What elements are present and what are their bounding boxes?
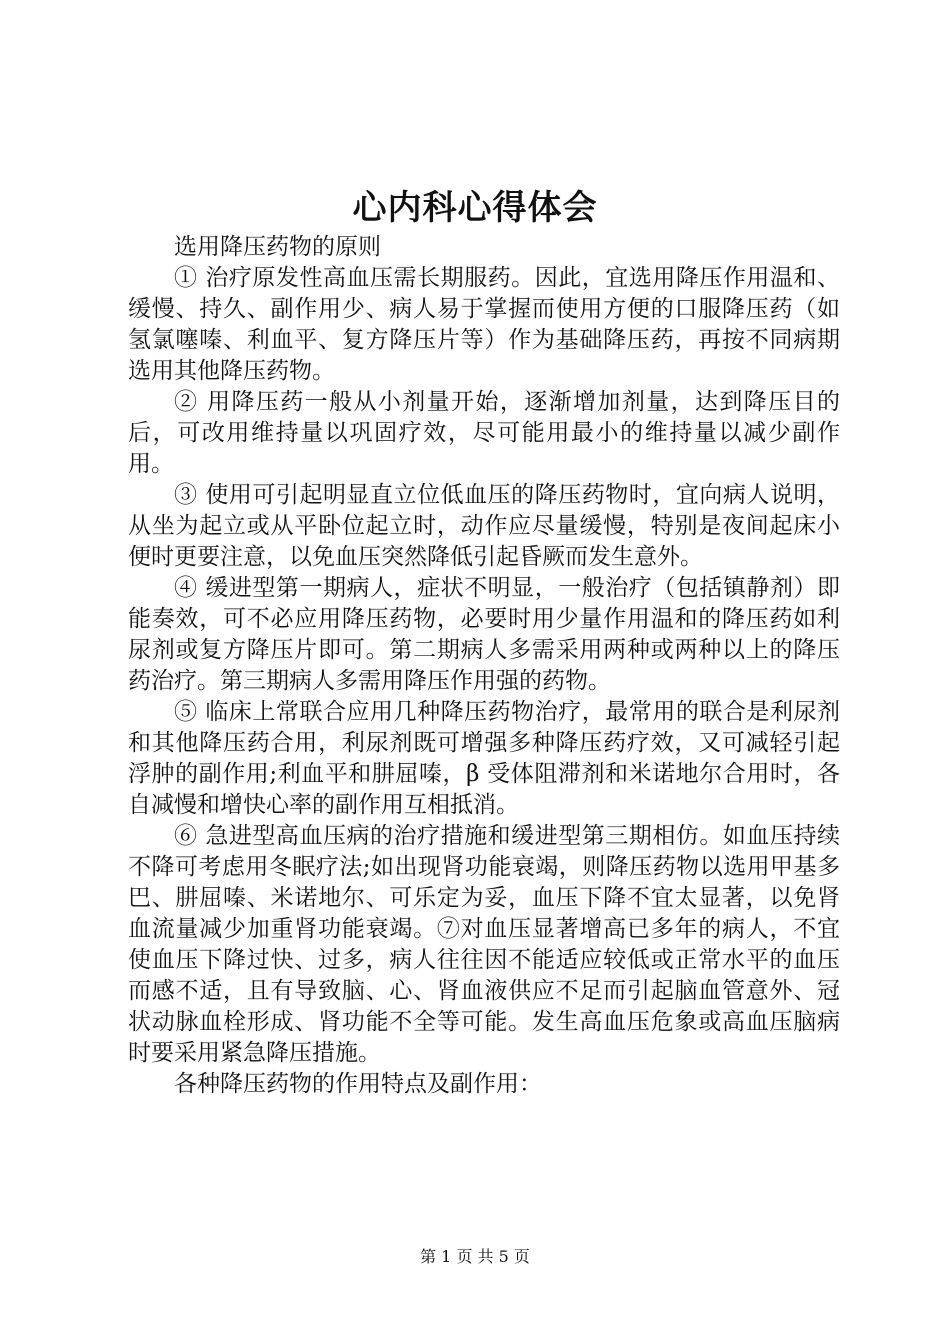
paragraph-item-4: ④ 缓进型第一期病人，症状不明显，一般治疗（包括镇静剂）即能奏效，可不必应用降压药物，必要时用少量作用温和的降压药如利尿剂或复方降压片即可。第二期病人多需采用两种或两种以上的降压药治疗。第三期病人多需用降压作用强的药物。: [128, 575, 840, 694]
paragraph-item-6-7: ⑥ 急进型高血压病的治疗措施和缓进型第三期相仿。如血压持续不降可考虑用冬眠疗法;如出现肾功能衰竭，则降压药物以选用甲基多巴、肼屈嗪、米诺地尔、可乐定为妥，血压下降不宜太显著，以免肾血流量减少加重肾功能衰竭。⑦对血压显著增高已多年的病人，不宜使血压下降过快、过多，病人往往因不能适应较低或正常水平的血压而感不适，且有导致脑、心、肾血液供应不足而引起脑血管意外、冠状动脉血栓形成、肾功能不全等可能。发生高血压危象或高血压脑病时要采用紧急降压措施。: [128, 823, 840, 1066]
paragraph-heading-principles: 选用降压药物的原则: [174, 234, 381, 260]
paragraph-item-1: ① 治疗原发性高血压需长期服药。因此，宜选用降压作用温和、缓慢、持久、副作用少、病人易于掌握而使用方便的口服降压药（如氢氯噻嗪、利血平、复方降压片等）作为基础降压药，再按不同病期选用其他降压药物。: [128, 265, 840, 384]
paragraph-item-3: ③ 使用可引起明显直立位低血压的降压药物时，宜向病人说明，从坐为起立或从平卧位起立时，动作应尽量缓慢，特别是夜间起床小便时更要注意，以免血压突然降低引起昏厥而发生意外。: [128, 482, 840, 570]
document-title: 心内科心得体会: [352, 188, 598, 228]
paragraph-item-2: ② 用降压药一般从小剂量开始，逐渐增加剂量，达到降压目的后，可改用维持量以巩固疗效，尽可能用最小的维持量以减少副作用。: [128, 389, 840, 477]
paragraph-heading-drug-features: 各种降压药物的作用特点及副作用：: [174, 1071, 542, 1097]
paragraph-item-5: ⑤ 临床上常联合应用几种降压药物治疗，最常用的联合是利尿剂和其他降压药合用，利尿剂既可增强多种降压药疗效，又可减轻引起浮肿的副作用;利血平和肼屈嗪，β 受体阻滞剂和米诺地尔合用时，各自减慢和增快心率的副作用互相抵消。: [128, 699, 840, 818]
page-number-footer: 第 1 页 共 5 页: [420, 1247, 530, 1266]
document-body: [128, 232, 840, 1100]
